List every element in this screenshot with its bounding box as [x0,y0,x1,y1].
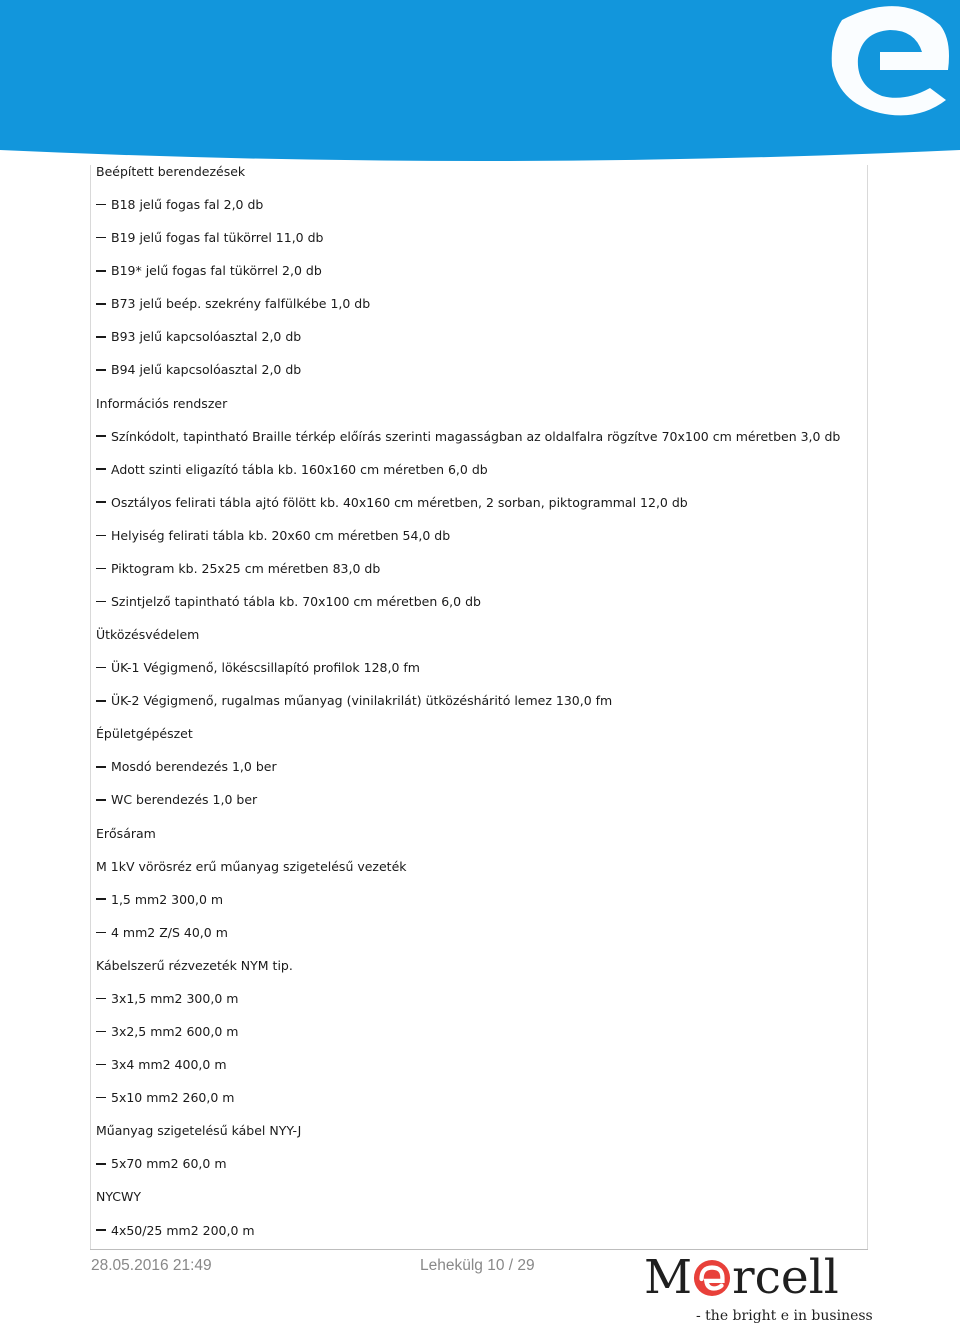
list-item [96,426,856,459]
item-text: Műanyag szigetelésű kábel NYY-J [96,1123,302,1139]
dash-bullet-icon [96,535,106,537]
list-item [96,293,856,326]
dash-bullet-icon [96,270,106,272]
list-item [96,591,856,624]
dash-bullet-icon [96,700,106,702]
dash-bullet-icon [96,501,106,503]
logo-wordmark [644,1252,839,1304]
item-text: M 1kV vörösréz erű műanyag szigetelésű vezeték [96,858,407,874]
list-item [96,1220,856,1253]
header-banner [0,0,960,165]
list-item [96,789,856,822]
item-text: ÜK-2 Végigmenő, rugalmas műanyag (vinilakrilát) ütközésháritó lemez 130,0 fm [111,693,613,709]
list-item [96,690,856,723]
list-item [96,459,856,492]
section-heading [96,856,856,889]
dash-bullet-icon [96,1031,106,1033]
dash-bullet-icon [96,336,106,338]
item-text: B93 jelű kapcsolóasztal 2,0 db [111,329,302,345]
item-text: Ütközésvédelem [96,627,200,643]
dash-bullet-icon [96,204,106,206]
item-text: Színkódolt, tapintható Braille térkép előírás szerinti magasságban az oldalfalra rögzítve 70x100 cm méretben 3,0 db [111,428,841,444]
item-text: 3x1,5 mm2 300,0 m [111,990,239,1006]
section-heading [96,161,856,194]
logo-letter-m: M [644,1250,693,1305]
dash-bullet-icon [96,1064,106,1066]
list-item [96,194,856,227]
dash-bullet-icon [96,237,106,239]
item-text: Kábelszerű rézvezeték NYM tip. [96,957,293,973]
list-item [96,558,856,591]
section-heading [96,723,856,756]
item-text: B19* jelű fogas fal tükörrel 2,0 db [111,263,322,279]
item-text: Épületgépészet [96,726,193,742]
dash-bullet-icon [96,998,106,1000]
marcell-logo [644,1250,873,1329]
item-text: Mosdó berendezés 1,0 ber [111,759,277,775]
list-item [96,922,856,955]
dash-bullet-icon [96,1097,106,1099]
logo-e-icon [693,1259,731,1297]
item-text: ÜK-1 Végigmenő, lökéscsillapító profilok 128,0 fm [111,660,420,676]
item-text: Piktogram kb. 25x25 cm méretben 83,0 db [111,560,381,576]
dash-bullet-icon [96,766,106,768]
dash-bullet-icon [96,667,106,669]
list-item [96,1054,856,1087]
list-item [96,525,856,558]
section-heading [96,393,856,426]
item-text: 5x10 mm2 260,0 m [111,1090,235,1106]
dash-bullet-icon [96,799,106,801]
dash-bullet-icon [96,435,106,437]
brand-banner-graphic [0,0,960,165]
list-item [96,1021,856,1054]
list-item [96,1153,856,1186]
item-text: B73 jelű beép. szekrény falfülkébe 1,0 db [111,296,371,312]
document-body [96,161,856,1253]
dash-bullet-icon [96,568,106,570]
item-text: WC berendezés 1,0 ber [111,792,258,808]
dash-bullet-icon [96,1163,106,1165]
list-item [96,359,856,392]
section-heading [96,955,856,988]
dash-bullet-icon [96,468,106,470]
dash-bullet-icon [96,369,106,371]
dash-bullet-icon [96,932,106,934]
item-text: Osztályos felirati tábla ajtó fölött kb. 40x160 cm méretben, 2 sorban, piktogrammal 12,0 db [111,494,688,510]
item-text: Helyiség felirati tábla kb. 20x60 cm méretben 54,0 db [111,527,451,543]
list-item [96,756,856,789]
item-text: Beépített berendezések [96,164,246,179]
dash-bullet-icon [96,1229,106,1231]
list-item [96,326,856,359]
item-text: Szintjelző tapintható tábla kb. 70x100 cm méretben 6,0 db [111,594,481,610]
list-item [96,492,856,525]
item-text: Erősáram [96,825,156,841]
item-text: NYCWY [96,1189,142,1205]
item-text: B94 jelű kapcsolóasztal 2,0 db [111,362,302,378]
item-text: 5x70 mm2 60,0 m [111,1156,227,1172]
item-text: B19 jelű fogas fal tükörrel 11,0 db [111,230,324,246]
list-item [96,1087,856,1120]
item-text: 3x2,5 mm2 600,0 m [111,1024,239,1040]
section-heading [96,624,856,657]
item-text: B18 jelű fogas fal 2,0 db [111,197,264,213]
item-text: 4x50/25 mm2 200,0 m [111,1222,255,1238]
item-text: 3x4 mm2 400,0 m [111,1057,227,1073]
list-item [96,657,856,690]
section-heading [96,823,856,856]
dash-bullet-icon [96,898,106,900]
footer-datetime: 28.05.2016 21:49 [91,1257,212,1274]
logo-tagline: - the bright e in business [696,1308,873,1324]
item-text: 4 mm2 Z/S 40,0 m [111,924,228,940]
left-margin-rule [90,165,91,1250]
list-item [96,988,856,1021]
list-item [96,227,856,260]
section-heading [96,1120,856,1153]
footer-page-number: Lehekülg 10 / 29 [420,1257,535,1274]
list-item [96,260,856,293]
dash-bullet-icon [96,303,106,305]
item-text: 1,5 mm2 300,0 m [111,891,224,907]
dash-bullet-icon [96,601,106,603]
logo-letters-rcell: rcell [732,1250,839,1305]
section-heading [96,1186,856,1219]
right-margin-rule [867,165,868,1250]
item-text: Információs rendszer [96,395,228,411]
list-item [96,889,856,922]
item-text: Adott szinti eligazító tábla kb. 160x160 cm méretben 6,0 db [111,461,488,477]
